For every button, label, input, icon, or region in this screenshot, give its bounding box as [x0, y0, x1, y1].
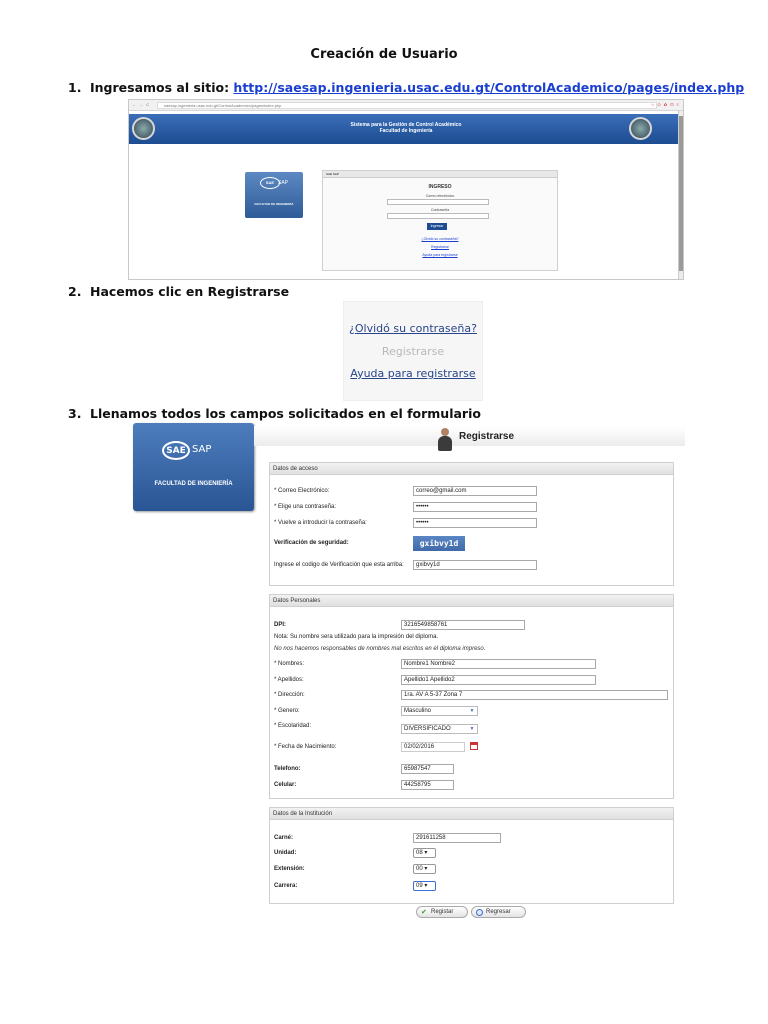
dpi-label: DPI:: [274, 622, 286, 628]
school-label: * Escolaridad:: [274, 723, 312, 729]
sae-logo: SAE: [162, 441, 190, 460]
site-header: [129, 114, 683, 144]
carne-label: Carné:: [274, 835, 294, 841]
gender-label: * Genero:: [274, 708, 300, 714]
user-icon: [438, 428, 452, 452]
email-field[interactable]: [387, 199, 489, 205]
sae-logo: SAE: [260, 177, 280, 189]
login-tab: SAE SAP: [323, 171, 557, 178]
personal-section: [269, 594, 674, 799]
captcha-input[interactable]: gxibvy1d: [413, 560, 537, 570]
back-icon: [476, 909, 483, 916]
step-2: [68, 284, 289, 299]
institution-section: [269, 807, 674, 904]
diploma-note: Nota: Su nombre sera utilizado para la impresión del diploma.: [274, 634, 439, 640]
check-icon: ✔: [421, 909, 427, 916]
help-link[interactable]: Ayuda para registrarse: [422, 253, 458, 257]
address-input[interactable]: 1ra. AV A 5-37 Zona 7: [401, 690, 668, 700]
password-input[interactable]: ••••••: [413, 502, 537, 512]
step-number: 3.: [68, 406, 82, 421]
faculty-label: FACULTAD DE INGENIERÍA: [254, 202, 294, 206]
sap-logo: SAP: [278, 180, 289, 186]
carne-input[interactable]: 291611258: [413, 833, 501, 843]
step-number: 2.: [68, 284, 82, 299]
sae-sap-logo-block: [245, 172, 303, 218]
login-title: INGRESO: [428, 184, 452, 190]
unit-label: Unidad:: [274, 850, 297, 856]
site-link[interactable]: http://saesap.ingenieria.usac.edu.gt/ControlAcademico/pages/index.php: [233, 80, 745, 95]
document-title: Creación de Usuario: [310, 47, 458, 62]
extension-icons[interactable]: ☆ O ✿ ⊡ ≡: [650, 102, 680, 107]
form-title: Registrarse: [459, 431, 515, 442]
diploma-disclaimer: No nos hacemos responsables de nombres mal escritos en el diploma impreso.: [274, 646, 486, 652]
step-1: [68, 80, 744, 95]
step-text: Llenamos todos los campos solicitados en el formulario: [90, 406, 481, 421]
site-header-title: Sistema para la Gestión de Control Académico Facultad de Ingeniería: [350, 122, 462, 134]
password-label: Contraseña: [430, 208, 450, 212]
phone-label: Telefono:: [274, 766, 301, 772]
scrollbar[interactable]: [678, 111, 683, 280]
names-label: * Nombres:: [274, 661, 305, 667]
faculty-label: FACULTAD DE INGENIERÍA: [154, 481, 233, 487]
url-bar: [129, 100, 683, 111]
register-link[interactable]: Registrarse: [381, 345, 445, 358]
career-label: Carrera:: [274, 883, 298, 889]
url-field[interactable]: saesap.ingenieria.usac.edu.gt/ControlAcademico/pages/index.php: [157, 102, 657, 109]
chevron-down-icon: ▼: [469, 726, 475, 732]
faculty-seal-icon: [629, 117, 652, 140]
cell-label: Celular:: [274, 782, 297, 788]
career-select[interactable]: 09 ▾: [413, 881, 436, 891]
scrollbar-thumb[interactable]: [679, 116, 683, 271]
captcha-label: Verificación de seguridad:: [274, 540, 349, 546]
forgot-password-link[interactable]: ¿Olvidó su contraseña?: [349, 322, 477, 335]
registration-form-screenshot: [133, 423, 685, 920]
access-section: [269, 462, 674, 586]
step-text: Hacemos clic en Registrarse: [90, 284, 290, 299]
address-label: * Dirección:: [274, 692, 305, 698]
sap-logo: SAP: [192, 444, 212, 455]
captcha-image: gxibvy1d: [413, 536, 465, 551]
step-text: Ingresamos al sitio:: [90, 80, 234, 95]
step-number: 1.: [68, 80, 82, 95]
email-input[interactable]: correo@gmail.com: [413, 486, 537, 496]
step-3: [68, 406, 481, 421]
personal-section-header: Datos Personales: [270, 595, 673, 607]
institution-section-header: Datos de la Institución: [270, 808, 673, 820]
dpi-input[interactable]: 3216549858761: [401, 620, 525, 630]
login-button[interactable]: Ingresar: [427, 223, 447, 230]
register-link[interactable]: Registrarse: [431, 245, 449, 249]
extension-select[interactable]: 00 ▾: [413, 864, 436, 874]
birthdate-input[interactable]: 02/02/2016: [401, 742, 465, 752]
birthdate-label: * Fecha de Nacimiento:: [274, 744, 337, 750]
cell-input[interactable]: 44258795: [401, 780, 454, 790]
captcha-input-label: Ingrese el codigo de Verificación que esta arriba:: [274, 562, 404, 568]
unit-select[interactable]: 08 ▾: [413, 848, 436, 858]
login-box: [322, 170, 558, 271]
surnames-input[interactable]: Apellido1 Apellido2: [401, 675, 596, 685]
extension-label: Extensión:: [274, 866, 305, 872]
browser-screenshot: [128, 99, 684, 280]
sae-sap-logo-block: [133, 423, 254, 511]
school-select[interactable]: DIVERSIFICADO ▼: [401, 724, 478, 734]
confirm-password-label: * Vuelve a introducir la contraseña:: [274, 520, 367, 526]
links-zoom-panel: [343, 301, 483, 401]
confirm-password-input[interactable]: ••••••: [413, 518, 537, 528]
password-field[interactable]: [387, 213, 489, 219]
names-input[interactable]: Nombre1 Nombre2: [401, 659, 596, 669]
help-register-link[interactable]: Ayuda para registrarse: [350, 367, 476, 380]
calendar-icon[interactable]: [470, 742, 478, 750]
surnames-label: * Apellidos:: [274, 677, 304, 683]
chevron-down-icon: ▼: [469, 708, 475, 714]
email-label: * Correo Electrónico:: [274, 488, 330, 494]
phone-input[interactable]: 65987547: [401, 764, 454, 774]
register-button[interactable]: ✔ Registar: [416, 906, 468, 918]
access-section-header: Datos de acceso: [270, 463, 673, 475]
email-label: Correo electrónico: [425, 194, 455, 198]
forgot-password-link[interactable]: ¿Olvidó su contraseña?: [421, 237, 459, 241]
nav-buttons[interactable]: ← → C: [132, 102, 151, 107]
gender-select[interactable]: Masculino ▼: [401, 706, 478, 716]
password-label: * Elige una contraseña:: [274, 504, 337, 510]
back-button[interactable]: Regresar: [471, 906, 526, 918]
